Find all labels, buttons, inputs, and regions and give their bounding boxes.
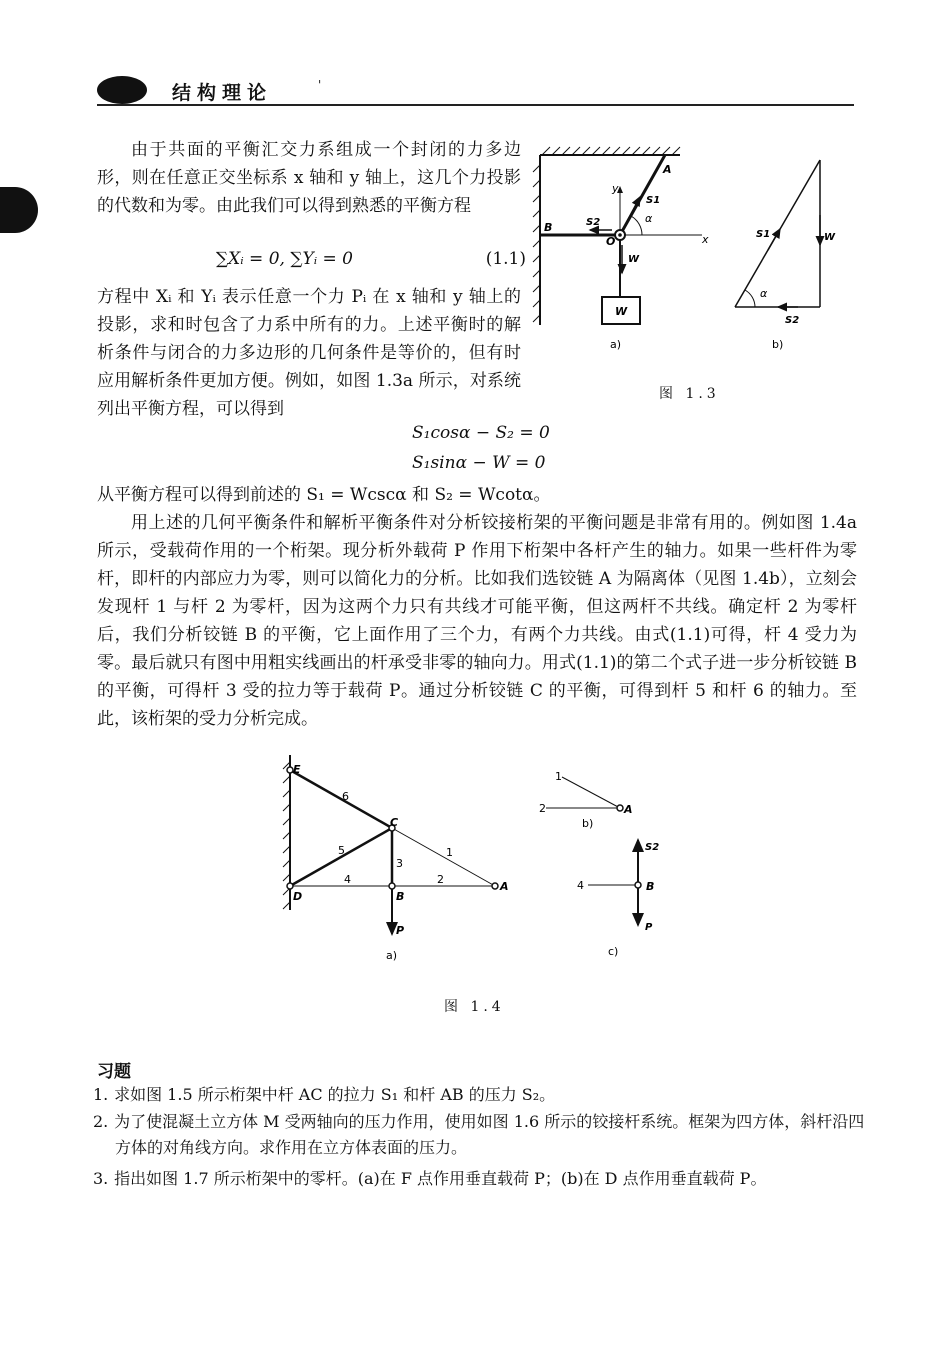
member-5 bbox=[290, 828, 392, 886]
exercise-text: 求如图 1.5 所示桁架中杆 AC 的拉力 S₁ 和杆 AB 的压力 S₂。 bbox=[114, 1085, 556, 1104]
label-B: B bbox=[544, 221, 553, 234]
joint-label-B: B bbox=[396, 890, 405, 903]
free-body-B bbox=[577, 840, 659, 933]
equation-number: (1.1) bbox=[485, 249, 526, 269]
wall-support bbox=[533, 155, 540, 325]
angle-arc bbox=[631, 216, 642, 235]
fb-A-label-1: 1 bbox=[555, 770, 562, 783]
fb-B-label-B: B bbox=[646, 880, 655, 893]
page-edge-tab bbox=[0, 187, 38, 233]
joint-label-E: E bbox=[293, 763, 301, 776]
header-mark: ' bbox=[318, 78, 322, 92]
tri-label-alpha: α bbox=[760, 287, 768, 300]
fb-A-label-2: 2 bbox=[539, 802, 546, 815]
label-alpha: α bbox=[645, 212, 653, 225]
fb-B-label-S2: S2 bbox=[645, 842, 660, 853]
member-label-6: 6 bbox=[342, 790, 349, 803]
joint-label-A: A bbox=[500, 880, 509, 893]
figure-1-3 bbox=[530, 145, 860, 360]
figure-1-3-caption: 图 1.3 bbox=[659, 386, 720, 402]
label-O: O bbox=[606, 235, 616, 248]
running-header-title: 结构理论 bbox=[172, 82, 273, 104]
header-rule bbox=[97, 104, 854, 106]
subcaption-1-4b: b) bbox=[582, 817, 594, 830]
member-6 bbox=[290, 770, 392, 828]
equation-1-1-body: ∑Xᵢ = 0, ∑Yᵢ = 0 bbox=[216, 249, 353, 269]
exercise-2 bbox=[93, 1109, 875, 1161]
equation-1-1 bbox=[216, 249, 526, 269]
member-label-5: 5 bbox=[338, 844, 345, 857]
tri-label-S1: S1 bbox=[756, 229, 771, 240]
member-label-4: 4 bbox=[344, 873, 351, 886]
exercise-3 bbox=[93, 1166, 875, 1192]
force-S1 bbox=[625, 197, 640, 225]
subcaption-a: a) bbox=[610, 338, 622, 351]
paragraph-2: 方程中 Xᵢ 和 Yᵢ 表示任意一个力 Pᵢ 在 x 轴和 y 轴上的投影，求和时包含了力系中所有的力。上述平衡时的解析条件与闭合的力多边形的几何条件是等价的，但有时应用解析条件更加方便。例如，如图 1.3a 所示，对系统列出平衡方程，可以得到 bbox=[97, 287, 521, 419]
joint-B bbox=[389, 883, 395, 889]
free-body-A bbox=[539, 770, 633, 816]
exercise-number: 2. bbox=[93, 1112, 109, 1131]
subcaption-b: b) bbox=[772, 338, 784, 351]
label-y: y bbox=[612, 182, 619, 195]
subcaption-1-4c: c) bbox=[608, 945, 619, 958]
paragraph-4: 用上述的几何平衡条件和解析平衡条件对分析铰接桁架的平衡问题是非常有用的。例如图 1.4a 所示，受载荷作用的一个桁架。现分析外载荷 P 作用下桁架中各杆产生的轴力。如果一些杆件为零杆，即杆的内部应力为零，则可以简化力的分析。比如我们选铰链 A 为隔离体（见图 1.4b），立刻会发现杆 1 与杆 2 为零杆，因为这两个力只有共线才可能平衡，但这两杆不共线。确定杆 2 为零杆后，我们分析铰链 B 的平衡，它上面作用了三个力，有两个力共线。由式(1.1)可得，杆 4 受力为零。最后就只有图中用粗实线画出的杆承受非零的轴向力。用式(1.1)的第二个式子进一步分析铰链 B 的平衡，可得杆 3 受的拉力等于载荷 P。通过分析铰链 C 的平衡，可得到杆 5 和杆 6 的轴力。至此，该桁架的受力分析完成。 bbox=[97, 513, 857, 729]
figure-1-4 bbox=[280, 750, 670, 970]
exercise-1 bbox=[93, 1082, 853, 1108]
tri-label-S2: S2 bbox=[785, 315, 800, 326]
fb-B-label-4: 4 bbox=[577, 879, 584, 892]
subcaption-1-4a: a) bbox=[386, 949, 398, 962]
member-label-3: 3 bbox=[396, 857, 403, 870]
label-S2: S2 bbox=[586, 217, 601, 228]
exercise-number: 3. bbox=[93, 1169, 109, 1188]
header-logo-pill bbox=[97, 76, 147, 104]
equation-horizontal: S₁cosα − S₂ = 0 bbox=[412, 423, 550, 443]
figure-1-4-caption: 图 1.4 bbox=[444, 999, 505, 1015]
exercise-text: 为了使混凝土立方体 M 受两轴向的压力作用，使用如图 1.6 所示的铰接杆系统。框架为四方体，斜杆沿四方体的对角线方向。求作用在立方体表面的压力。 bbox=[114, 1112, 865, 1157]
label-S1: S1 bbox=[646, 195, 661, 206]
label-A: A bbox=[663, 163, 672, 176]
exercise-number: 1. bbox=[93, 1085, 109, 1104]
tri-label-W: W bbox=[824, 232, 836, 243]
joint-A bbox=[492, 883, 498, 889]
exercise-text: 指出如图 1.7 所示桁架中的零杆。(a)在 F 点作用垂直载荷 P；(b)在 D 点作用垂直载荷 P。 bbox=[114, 1169, 767, 1188]
fb-B-label-P: P bbox=[645, 922, 653, 933]
label-x: x bbox=[702, 233, 709, 246]
force-polygon bbox=[735, 160, 836, 326]
fb-A-label-A: A bbox=[624, 803, 633, 816]
ceiling-support bbox=[540, 147, 680, 155]
paragraph-3: 从平衡方程可以得到前述的 S₁ = Wcscα 和 S₂ = Wcotα。 bbox=[97, 485, 551, 505]
load-label-P: P bbox=[396, 924, 405, 937]
exercises-title: 习题 bbox=[97, 1062, 131, 1082]
label-W-box: W bbox=[615, 305, 628, 318]
paragraph-1: 由于共面的平衡汇交力系组成一个封闭的力多边形，则在任意正交坐标系 x 轴和 y 轴上，这几个力投影的代数和为零。由此我们可以得到熟悉的平衡方程 bbox=[97, 140, 521, 216]
member-label-2: 2 bbox=[437, 873, 444, 886]
joint-label-D: D bbox=[293, 890, 303, 903]
joint-label-C: C bbox=[390, 816, 399, 829]
label-W-force: W bbox=[628, 254, 640, 265]
member-label-1: 1 bbox=[446, 846, 453, 859]
equation-vertical: S₁sinα − W = 0 bbox=[412, 453, 546, 473]
joint-D bbox=[287, 883, 293, 889]
